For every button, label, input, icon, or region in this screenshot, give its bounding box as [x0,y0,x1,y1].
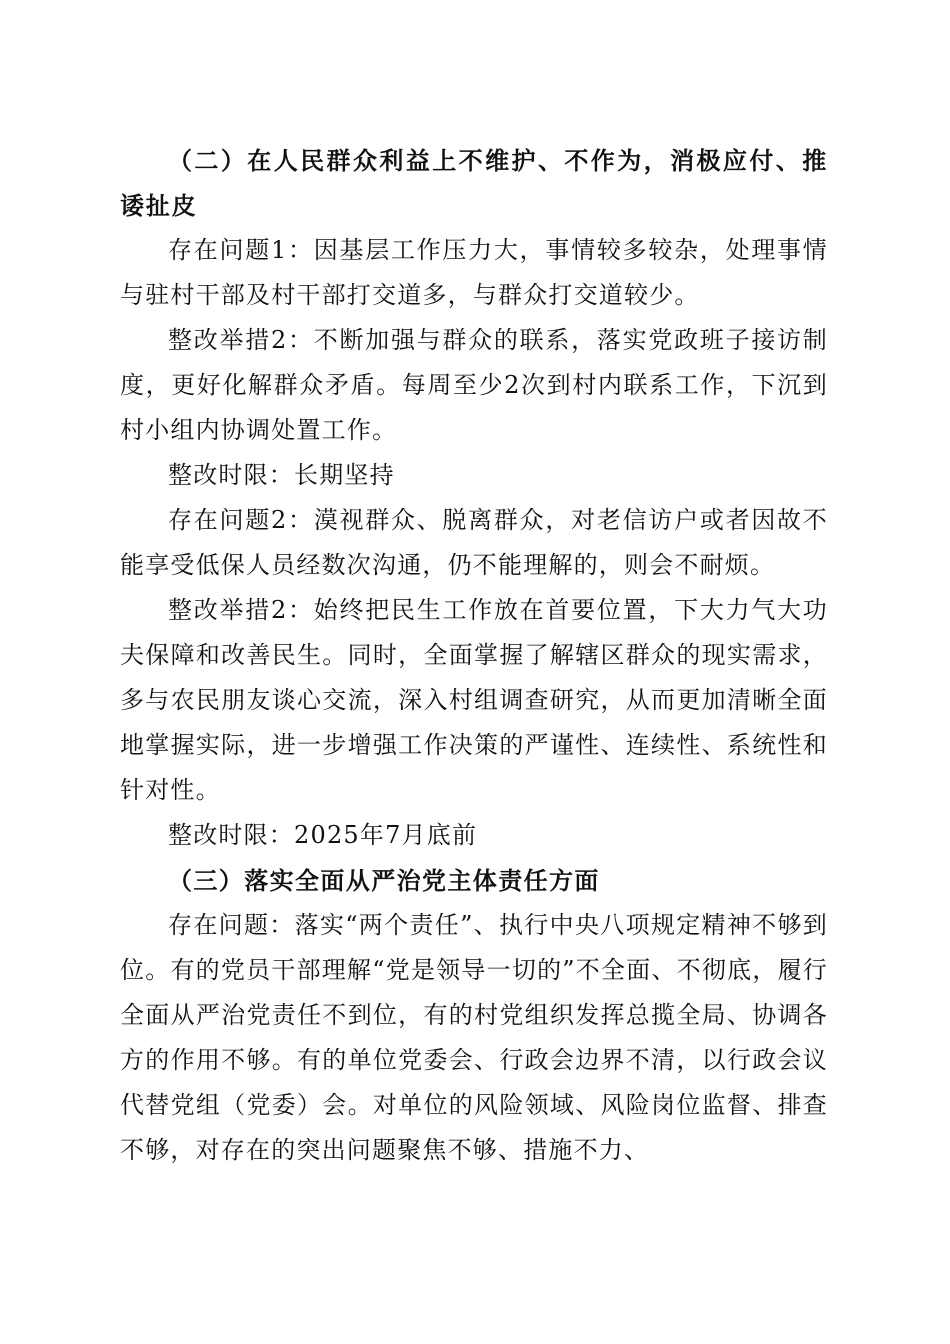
problem-3-paragraph: 存在问题：落实“两个责任”、执行中央八项规定精神不够到位。有的党员干部理解“党是领导一切的”不全面、不彻底，履行全面从严治党责任不到位，有的村党组织发挥总揽全局、协调各方的作用不够。有的单位党委会、行政会边界不清，以行政会议代替党组（党委）会。对单位的风险领域、风险岗位监督、排查不够，对存在的突出问题聚焦不够、措施不力、 [120,911,828,1164]
section-heading-2: （二）在人民群众利益上不维护、不作为，消极应付、推诿扯皮 [120,146,828,220]
measure-2-paragraph: 整改举措2：始终把民生工作放在首要位置，下大力气大功夫保障和改善民生。同时，全面掌握了解辖区群众的现实需求，多与农民朋友谈心交流，深入村组调查研究，从而更加清晰全面地掌握实际，进一步增强工作决策的严谨性、连续性、系统性和针对性。 [120,596,828,804]
measure-1-paragraph: 整改举措2：不断加强与群众的联系，落实党政班子接访制度，更好化解群众矛盾。每周至少2次到村内联系工作，下沉到村小组内协调处置工作。 [120,326,828,444]
problem-2-paragraph: 存在问题2：漠视群众、脱离群众，对老信访户或者因故不能享受低保人员经数次沟通，仍不能理解的，则会不耐烦。 [120,506,828,579]
document-body [120,138,828,1173]
problem-1-paragraph: 存在问题1：因基层工作压力大，事情较多较杂，处理事情与驻村干部及村干部打交道多，与群众打交道较少。 [120,236,828,309]
deadline-2-paragraph: 整改时限：2025年7月底前 [168,821,478,849]
deadline-1-paragraph: 整改时限：长期坚持 [168,461,395,489]
section-heading-3: （三）落实全面从严治党主体责任方面 [168,866,600,895]
